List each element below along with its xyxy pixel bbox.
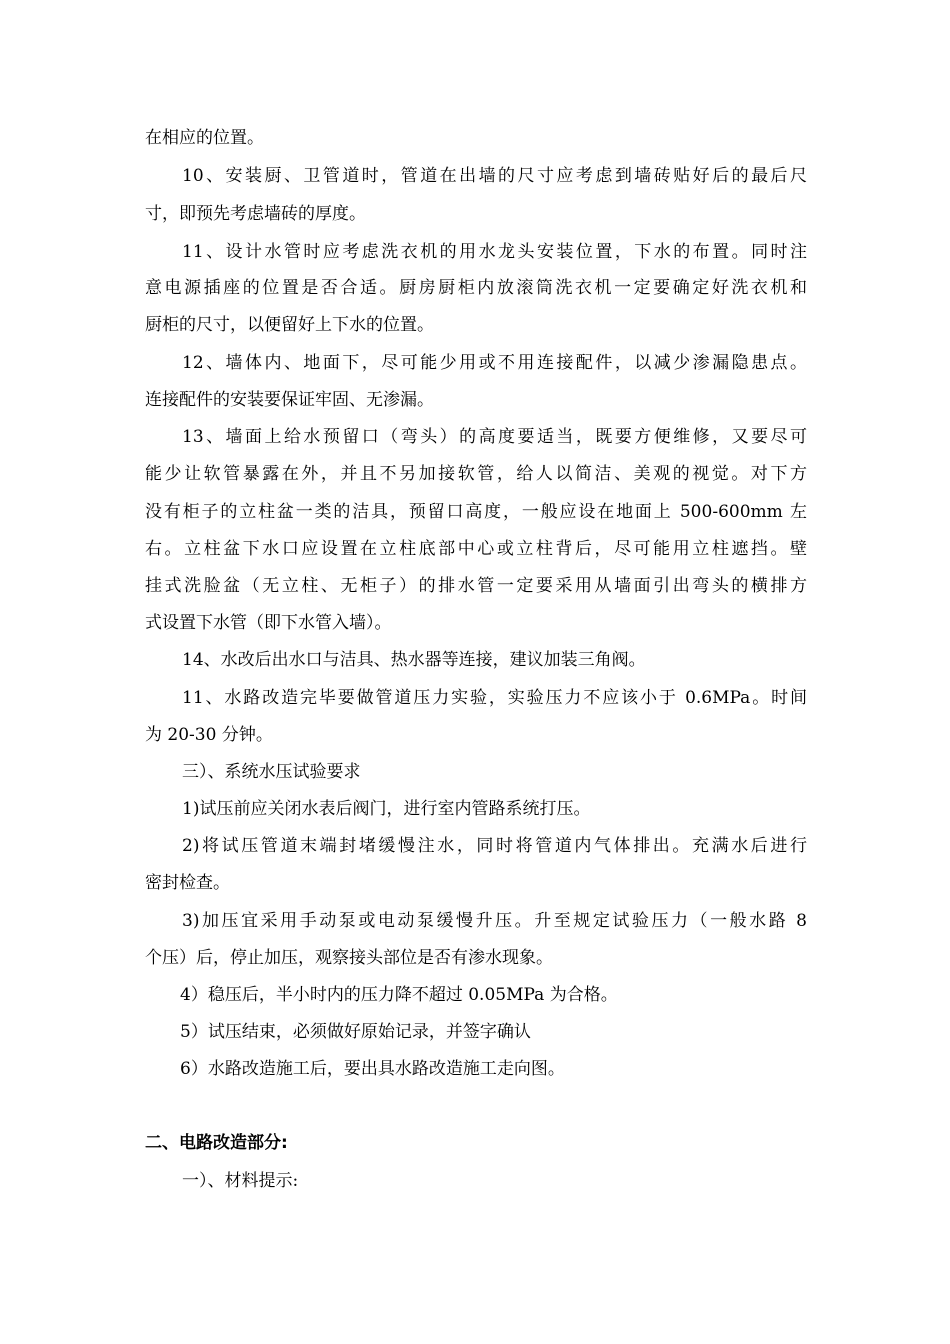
text-line: 厨柜的尺寸，以便留好上下水的位置。 xyxy=(145,315,434,335)
section-subheading: 一）、材料提示: xyxy=(182,1171,299,1191)
text-line: 2)将试压管道末端封堵缓慢注水，同时将管道内气体排出。充满水后进行 xyxy=(182,836,807,856)
text-line: 连接配件的安装要保证牢固、无渗漏。 xyxy=(145,390,434,410)
text-line: 10、安装厨、卫管道时，管道在出墙的尺寸应考虑到墙砖贴好后的最后尺 xyxy=(182,166,807,186)
text-line: 13、墙面上给水预留口（弯头）的高度要适当，既要方便维修，又要尽可 xyxy=(182,427,807,447)
text-line: 11、水路改造完毕要做管道压力实验，实验压力不应该小于 0.6MPa。时间 xyxy=(182,688,807,708)
text-line: 右。立柱盆下水口应设置在立柱底部中心或立柱背后，尽可能用立柱遮挡。壁 xyxy=(145,539,807,559)
text-line: 14、水改后出水口与洁具、热水器等连接，建议加装三角阀。 xyxy=(182,650,646,670)
text-line: 能少让软管暴露在外，并且不另加接软管，给人以简洁、美观的视觉。对下方 xyxy=(145,464,807,484)
text-line: 为 20-30 分钟。 xyxy=(145,725,273,745)
section-subheading: 三）、系统水压试验要求 xyxy=(182,762,361,782)
text-line: 意电源插座的位置是否合适。厨房厨柜内放滚筒洗衣机一定要确定好洗衣机和 xyxy=(145,278,807,298)
section-heading: 二、电路改造部分: xyxy=(145,1133,288,1153)
text-line: 4）稳压后，半小时内的压力降不超过 0.05MPa 为合格。 xyxy=(180,985,618,1005)
text-line: 挂式洗脸盆（无立柱、无柜子）的排水管一定要采用从墙面引出弯头的横排方 xyxy=(145,576,807,596)
text-line: 12、墙体内、地面下，尽可能少用或不用连接配件，以减少渗漏隐患点。 xyxy=(182,353,807,373)
text-line: 密封检查。 xyxy=(145,873,230,893)
text-line: 11、设计水管时应考虑洗衣机的用水龙头安装位置，下水的布置。同时注 xyxy=(182,242,807,262)
text-line: 3)加压宜采用手动泵或电动泵缓慢升压。升至规定试验压力（一般水路 8 xyxy=(182,911,807,931)
text-line: 式设置下水管（即下水管入墙）。 xyxy=(145,613,392,633)
text-line: 6）水路改造施工后，要出具水路改造施工走向图。 xyxy=(180,1059,565,1079)
text-line: 5）试压结束，必须做好原始记录，并签字确认 xyxy=(180,1022,531,1042)
text-line: 没有柜子的立柱盆一类的洁具，预留口高度，一般应设在地面上 500-600mm 左 xyxy=(145,502,807,522)
text-line: 寸，即预先考虑墙砖的厚度。 xyxy=(145,204,366,224)
text-line: 在相应的位置。 xyxy=(145,128,264,148)
text-line: 个压）后，停止加压，观察接头部位是否有渗水现象。 xyxy=(145,948,553,968)
text-line: 1)试压前应关闭水表后阀门，进行室内管路系统打压。 xyxy=(182,799,591,819)
